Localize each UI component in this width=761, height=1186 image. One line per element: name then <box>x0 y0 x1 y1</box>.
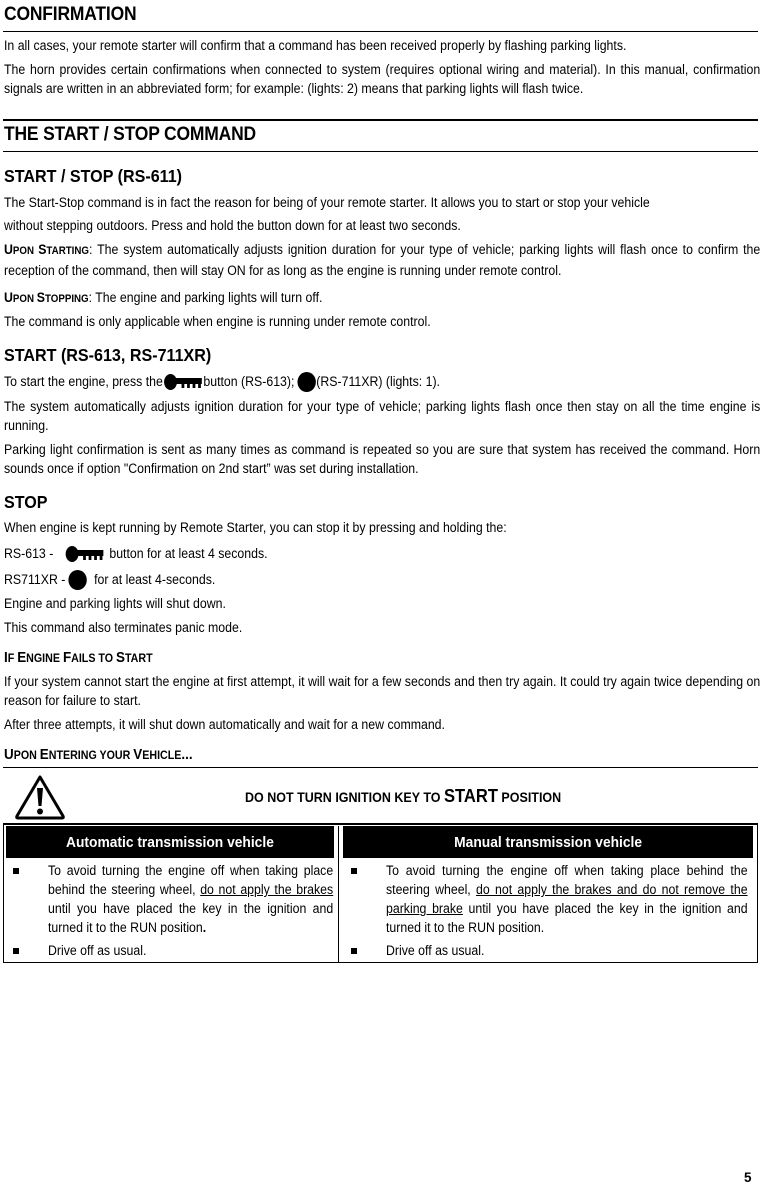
table-column-divider <box>338 826 339 963</box>
bullet <box>351 868 357 874</box>
key-button-icon <box>163 372 203 392</box>
rs613-paragraph-3: Parking light confirmation is sent as many times as command is repeated so you are sure that system has received the command. Horn sounds once if option "Confirmation on 2nd start” was set during installation. <box>4 442 761 476</box>
rs613-heading: START (RS-613, RS-711XR) <box>4 345 212 365</box>
warning-text: DO NOT TURN IGNITION KEY TO START POSITION <box>245 786 562 806</box>
page-number: 5 <box>744 1170 752 1185</box>
confirmation-paragraph-1: In all cases, your remote starter will confirm that a command has been received properly by flashing parking lights. <box>4 38 627 53</box>
rs611-paragraph-b: without stepping outdoors. Press and hold the button down for at least two seconds. <box>4 218 461 233</box>
warning-icon <box>14 774 66 820</box>
rs611-paragraph-a: The Start-Stop command is in fact the reason for being of your remote starter. It allows you to start or stop your vehicle <box>4 195 650 210</box>
upon-starting-label: UPON STARTING <box>4 242 90 257</box>
stop-rs711-line: RS711XR - for at least 4-seconds. <box>4 570 760 590</box>
manual-bullet-2: Drive off as usual. <box>386 943 485 958</box>
rs613-start-line: To start the engine, press the button (RS-613); (RS-711XR) (lights: 1). <box>4 372 760 392</box>
stop-intro: When engine is kept running by Remote Starter, you can stop it by pressing and holding the: <box>4 520 507 535</box>
start-stop-command-heading: THE START / STOP COMMAND <box>4 124 256 145</box>
upon-entering-heading: UPON ENTERING YOUR VEHICLE... <box>4 747 193 763</box>
automatic-bullet-2: Drive off as usual. <box>48 943 147 958</box>
stop-heading: STOP <box>4 492 48 512</box>
rs611-heading: START / STOP (RS-611) <box>4 166 183 186</box>
key-button-icon <box>64 544 106 564</box>
bullet <box>351 948 357 954</box>
engine-fails-paragraph-2: After three attempts, it will shut down automatically and wait for a new command. <box>4 717 445 732</box>
manual-bullet-1: To avoid turning the engine off when taking place behind the steering wheel, do not apply the brakes and do not remove the parking brake until you have placed the key in the ignition and turned it to the RUN position. <box>386 863 748 935</box>
section-divider <box>3 119 758 121</box>
automatic-bullet-1: To avoid turning the engine off when taking place behind the steering wheel, do not apply the brakes until you have placed the key in the ignition and turned it to the RUN position. <box>48 863 334 935</box>
upon-starting-paragraph: UPON STARTING: The system automatically adjusts ignition duration for your type of vehicle; parking lights will flash once to confirm the reception of the command, then will stay ON for as long as the engine is running under remote control. <box>4 242 761 278</box>
table-top-border <box>3 823 758 825</box>
stop-line-4: This command also terminates panic mode. <box>4 620 243 635</box>
stop-rs613-line: RS-613 - button for at least 4 seconds. <box>4 544 760 564</box>
engine-fails-paragraph-1: If your system cannot start the engine at first attempt, it will wait for a few seconds and then try again. It could try again twice depending on reason for failure to start. <box>4 674 761 708</box>
manual-header: Manual transmission vehicle <box>343 826 753 858</box>
divider <box>3 151 758 152</box>
rs613-paragraph-2: The system automatically adjusts ignition duration for your type of vehicle; parking lights flash once then stay on all the time engine is running. <box>4 399 761 433</box>
divider <box>3 31 758 32</box>
upon-stopping-paragraph: UPON STOPPING: The engine and parking lights will turn off. <box>4 290 323 305</box>
bullet <box>13 948 19 954</box>
rs611-note: The command is only applicable when engine is running under remote control. <box>4 314 431 329</box>
engine-fails-heading: IF ENGINE FAILS TO START <box>4 650 153 666</box>
bullet <box>13 868 19 874</box>
confirmation-heading: CONFIRMATION <box>4 4 137 25</box>
automatic-header: Automatic transmission vehicle <box>6 826 334 858</box>
upon-stopping-label: UPON STOPPING <box>4 290 89 305</box>
divider <box>3 767 758 768</box>
confirmation-paragraph-2: The horn provides certain confirmations when connected to system (requires optional wiring and material). In this manual, confirmation signals are written in an abbreviated form; for example: (lights: 2) means that parking lights will flash twice. <box>4 62 761 96</box>
round-button-icon <box>298 372 316 392</box>
round-button-icon <box>69 570 87 590</box>
stop-line-3: Engine and parking lights will shut down. <box>4 596 226 611</box>
